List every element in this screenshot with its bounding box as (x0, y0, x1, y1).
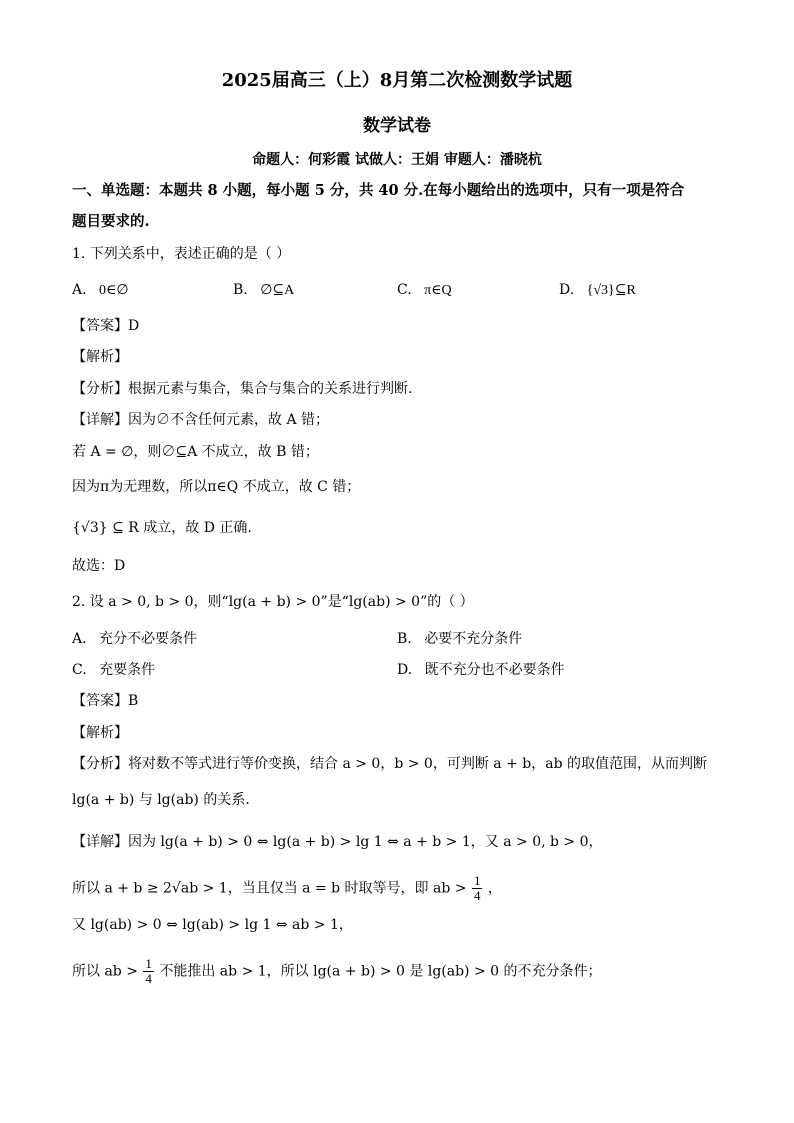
fraction-denominator: 4 (145, 971, 152, 986)
option-label: A. (72, 282, 87, 298)
q2-detail-line: 【详解】因为 lg(a + b) > 0 ⇔ lg(a + b) > lg 1 ⇔ a + b > 1，又 a > 0, b > 0， (72, 834, 603, 850)
q2-option-a (72, 630, 197, 648)
fraction (472, 874, 483, 903)
q1-fenxi: 【分析】根据元素与集合，集合与集合的关系进行判断. (72, 381, 413, 397)
page-title: 2025届高三（上）8月第二次检测数学试题 (221, 70, 573, 91)
option-text: 既不充分也不必要条件 (424, 662, 565, 678)
option-text: 必要不充分条件 (424, 631, 523, 647)
authors-line: 命题人：何彩霞 试做人：王娟 审题人：潘晓杭 (252, 152, 542, 168)
q2-fenxi-cont: lg(a + b) 与 lg(ab) 的关系. (72, 792, 250, 808)
question-1-stem: 1. 下列关系中，表述正确的是（ ） (72, 246, 291, 262)
q1-detail-line: 【详解】因为∅不含任何元素，故 A 错； (72, 412, 330, 428)
q2-option-c (72, 661, 155, 679)
q2-detail-line (72, 957, 602, 986)
option-text: ∅⊆A (260, 283, 295, 298)
q2-detail-text: 所以 a + b ≥ 2√ab > 1，当且仅当 a = b 时取等号，即 ab > (72, 880, 467, 897)
q1-option-b (233, 281, 294, 300)
q2-answer: 【答案】B (72, 693, 139, 709)
fraction-numerator: 1 (473, 873, 481, 888)
option-text: {√3}⊆R (586, 283, 636, 298)
option-text: π∈Q (424, 283, 452, 298)
q2-detail-text: 不能推出 ab > 1，所以 lg(a + b) > 0 是 lg(ab) > 0 的不充分条件； (159, 963, 602, 980)
q1-choice: 故选：D (72, 558, 126, 574)
fraction-numerator: 1 (145, 956, 152, 971)
q1-detail-line: 若 A = ∅，则∅⊆A 不成立，故 B 错； (72, 444, 319, 460)
q1-option-a (72, 281, 129, 300)
q2-fenxi: 【分析】将对数不等式进行等价变换，结合 a > 0，b > 0，可判断 a + b，ab 的取值范围，从而判断 (72, 756, 707, 772)
q2-option-d (397, 661, 565, 679)
q2-detail-line: 又 lg(ab) > 0 ⇔ lg(ab) > lg 1 ⇔ ab > 1， (72, 917, 353, 933)
option-label: C. (397, 282, 412, 298)
q2-detail-text: ， (487, 880, 502, 897)
question-2-stem: 2. 设 a > 0, b > 0，则“lg(a + b) > 0”是“lg(ab) > 0”的（ ） (72, 594, 474, 610)
q2-option-b (397, 630, 522, 648)
option-text: 0∈∅ (99, 283, 129, 298)
fraction-denominator: 4 (473, 888, 481, 903)
option-text: 充分不必要条件 (99, 631, 198, 647)
q1-detail-line: {√3} ⊆ R 成立，故 D 正确. (72, 520, 252, 536)
section-heading-cont: 题目要求的. (72, 213, 150, 230)
q1-analysis-label: 【解析】 (72, 349, 128, 365)
page-subtitle: 数学试卷 (363, 116, 431, 136)
fraction (143, 957, 154, 986)
option-label: D. (559, 282, 575, 298)
q1-option-c (397, 281, 452, 300)
q2-detail-text: 所以 ab > (72, 963, 138, 980)
q2-detail-line (72, 874, 502, 903)
option-text: 充要条件 (99, 662, 156, 678)
q1-option-d (559, 281, 636, 300)
option-label: D. (397, 662, 413, 678)
option-label: C. (72, 662, 87, 678)
option-label: B. (233, 282, 248, 298)
q2-analysis-label: 【解析】 (72, 725, 128, 741)
option-label: B. (397, 631, 412, 647)
q1-answer: 【答案】D (72, 318, 140, 334)
q1-detail-line: 因为π为无理数，所以π∈Q 不成立，故 C 错； (72, 479, 361, 495)
option-label: A. (72, 631, 87, 647)
section-heading: 一、单选题：本题共 8 小题，每小题 5 分，共 40 分.在每小题给出的选项中，只有一项是符合 (72, 182, 685, 199)
